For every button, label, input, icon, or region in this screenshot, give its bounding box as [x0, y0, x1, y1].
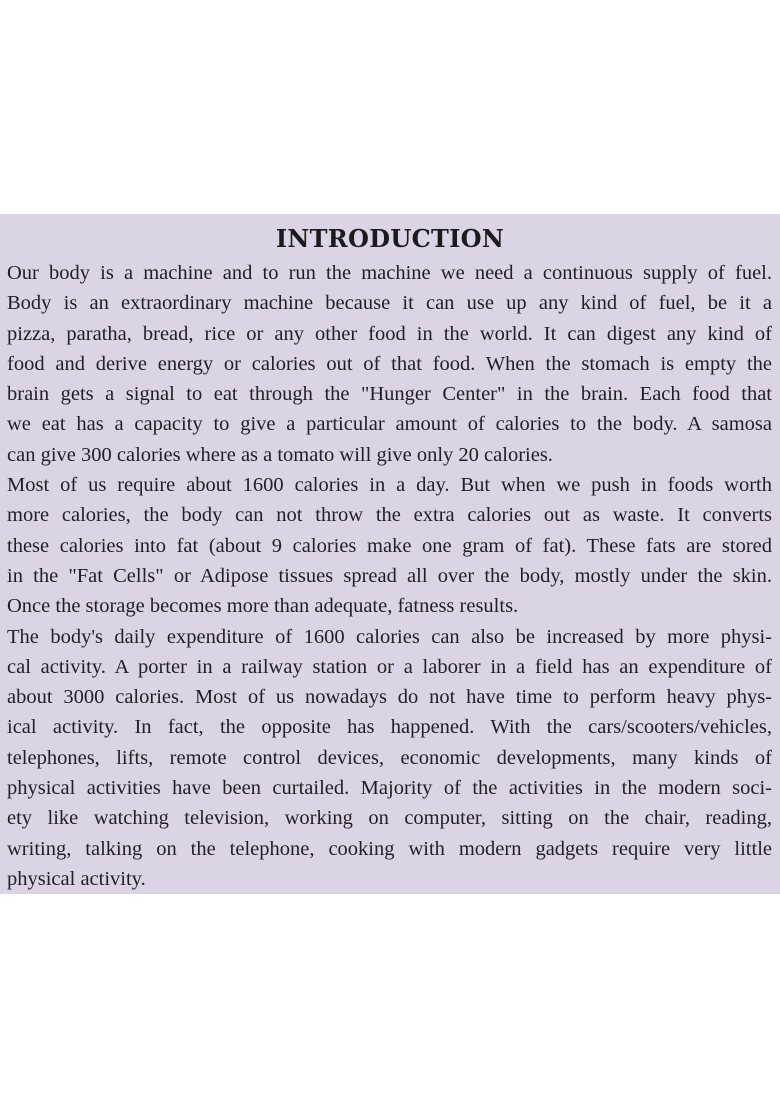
text-line: can give 300 calories where as a tomato will give only 20 calories. [7, 443, 553, 466]
text-line: pizza, paratha, bread, rice or any other food in the world. It can digest any kind of [7, 322, 772, 345]
paragraph [7, 622, 772, 895]
text-line: Most of us require about 1600 calories in a day. But when we push in foods worth [7, 474, 772, 497]
text-line: Body is an extraordinary machine because it can use up any kind of fuel, be it a [7, 292, 772, 315]
text-line: Once the storage becomes more than adequate, fatness results. [7, 595, 519, 618]
text-line: these calories into fat (about 9 calories make one gram of fat). These fats are stored [7, 534, 772, 557]
paragraph [7, 258, 772, 470]
text-line: in the "Fat Cells" or Adipose tissues spread all over the body, mostly under the skin. [7, 564, 772, 587]
paragraph [7, 470, 772, 621]
text-line: physical activity. [7, 867, 146, 890]
text-line: brain gets a signal to eat through the "Hunger Center" in the brain. Each food that [7, 383, 772, 406]
page-title: INTRODUCTION [275, 224, 505, 253]
text-line: about 3000 calories. Most of us nowadays do not have time to perform heavy phys- [7, 686, 772, 709]
text-line: telephones, lifts, remote control devices, economic developments, many kinds of [7, 746, 772, 769]
text-line: cal activity. A porter in a railway station or a laborer in a field has an expenditure of [7, 655, 772, 678]
text-line: The body's daily expenditure of 1600 calories can also be increased by more physi- [7, 625, 772, 648]
text-line: ety like watching television, working on computer, sitting on the chair, reading, [7, 807, 772, 830]
text-line: writing, talking on the telephone, cooking with modern gadgets require very little [7, 837, 772, 860]
text-line: more calories, the body can not throw the extra calories out as waste. It converts [7, 504, 772, 527]
text-line: we eat has a capacity to give a particular amount of calories to the body. A samosa [7, 413, 772, 436]
text-line: ical activity. In fact, the opposite has happened. With the cars/scooters/vehicles, [7, 716, 772, 739]
text-line: food and derive energy or calories out of that food. When the stomach is empty the [7, 352, 772, 375]
document-body [7, 258, 772, 894]
text-line: Our body is a machine and to run the machine we need a continuous supply of fuel. [7, 262, 772, 284]
text-line: physical activities have been curtailed. Majority of the activities in the modern soci- [7, 777, 772, 800]
